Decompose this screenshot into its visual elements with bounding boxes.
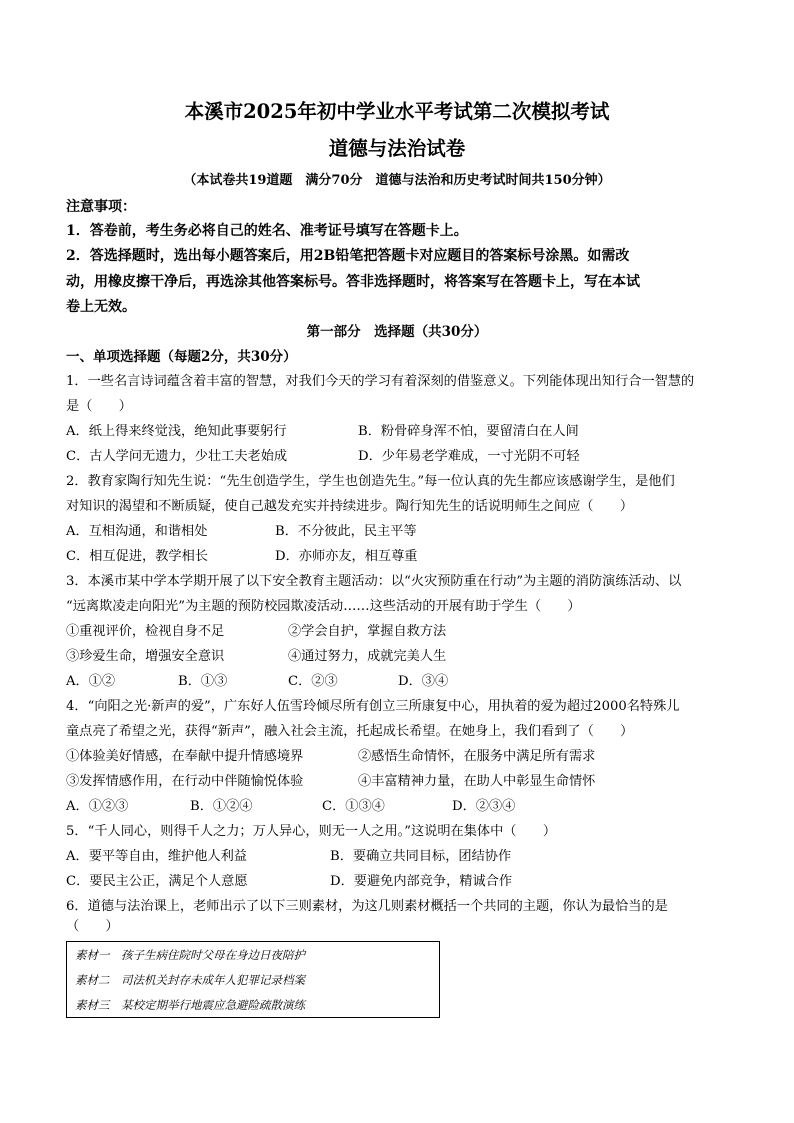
q1-stem-cont: 是（ ） <box>66 399 132 414</box>
q2-option-b: B．不分彼此，民主平等 <box>275 524 417 539</box>
q2-stem-cont: 对知识的渴望和不断质疑，使自己越发充实并持续进步。陶行知先生的话说明师生之间应（ ） <box>66 499 634 514</box>
q2-option-c: C．相互促进，教学相长 <box>66 549 208 564</box>
section-heading: 一、单项选择题（每题2分，共30分） <box>66 349 297 365</box>
q6-stem-cont: （ ） <box>66 919 119 934</box>
q1-option-b: B．粉骨碎身浑不怕，要留清白在人间 <box>358 424 579 439</box>
q4-option-a: A．①②③ <box>66 799 129 814</box>
q3-stem-cont: “远离欺凌走向阳光”为主题的预防校园欺凌活动……这些活动的开展有助于学生（ ） <box>66 599 581 614</box>
q3-statement-2: ②学会自护，掌握自救方法 <box>288 624 447 639</box>
q3-statement-1: ①重视评价，检视自身不足 <box>66 624 225 639</box>
q1-option-a: A．纸上得来终觉浅，绝知此事要躬行 <box>66 424 287 439</box>
q4-stem: 4．“向阳之光·新声的爱”，广东好人伍雪玲倾尽所有创立三所康复中心，用执着的爱为超过2000名特殊儿 <box>66 699 680 714</box>
q4-statement-4: ④丰富精神力量，在助人中彰显生命情怀 <box>358 774 596 789</box>
notice-heading: 注意事项： <box>66 199 136 215</box>
q3-stem: 3．本溪市某中学本学期开展了以下安全教育主题活动：以“火灾预防重在行动”为主题的消防演练活动、以 <box>66 574 682 589</box>
q1-option-c: C．古人学问无遗力，少壮工夫老始成 <box>66 449 288 464</box>
q3-statement-4: ④通过努力，成就完美人生 <box>288 649 447 664</box>
q5-stem: 5．“千人同心，则得千人之力；万人异心，则无一人之用。”这说明在集体中（ ） <box>66 824 557 839</box>
q5-option-b: B．要确立共同目标，团结协作 <box>330 849 512 864</box>
q2-option-a: A．互相沟通，和谐相处 <box>66 524 208 539</box>
q1-stem: 1．一些名言诗词蕴含着丰富的智慧，对我们今天的学习有着深刻的借鉴意义。下列能体现出知行合一智慧的 <box>66 374 695 389</box>
q5-option-a: A．要平等自由，维护他人利益 <box>66 849 247 864</box>
q4-statement-3: ③发挥情感作用，在行动中伴随愉悦体验 <box>66 774 304 789</box>
materials-box <box>66 941 440 1018</box>
q5-option-d: D．要避免内部竞争，精诚合作 <box>330 874 513 889</box>
q4-stem-cont: 童点亮了希望之光，获得“新声”，融入社会主流，托起成长希望。在她身上，我们看到了（ ） <box>66 724 634 739</box>
material-2: 素材二 司法机关封存未成年人犯罪记录档案 <box>75 973 305 987</box>
material-1: 素材一 孩子生病住院时父母在身边日夜陪护 <box>75 948 305 962</box>
q4-option-c: C．①③④ <box>322 799 385 814</box>
notice-item-2-end: 卷上无效。 <box>66 299 136 315</box>
q6-stem: 6．道德与法治课上，老师出示了以下三则素材，为这几则素材概括一个共同的主题，你认为最恰当的是 <box>66 899 668 914</box>
exam-subtitle: 道德与法治试卷 <box>328 137 466 160</box>
q2-option-d: D．亦师亦友，相互尊重 <box>275 549 418 564</box>
q1-option-d: D．少年易老学难成，一寸光阴不可轻 <box>358 449 580 464</box>
q3-option-c: C．②③ <box>288 674 338 689</box>
material-3: 素材三 某校定期举行地震应急避险疏散演练 <box>75 998 305 1012</box>
part-heading: 第一部分 选择题（共30分） <box>306 324 488 340</box>
q3-option-a: A．①② <box>66 674 116 689</box>
exam-info: （本试卷共19道题 满分70分 道德与法治和历史考试时间共150分钟） <box>183 173 611 188</box>
q2-stem: 2．教育家陶行知先生说：“先生创造学生，学生也创造先生。”每一位认真的先生都应该感谢学生，是他们 <box>66 474 675 489</box>
notice-item-2: 2．答选择题时，选出每小题答案后，用2B铅笔把答题卡对应题目的答案标号涂黑。如需改 <box>66 248 630 264</box>
q4-option-d: D．②③④ <box>452 799 516 814</box>
notice-item-2-cont: 动，用橡皮擦干净后，再选涂其他答案标号。答非选择题时，将答案写在答题卡上，写在本试 <box>66 274 640 290</box>
q4-statement-2: ②感悟生命情怀，在服务中满足所有需求 <box>358 749 596 764</box>
q3-option-b: B．①③ <box>178 674 228 689</box>
q4-option-b: B．①②④ <box>190 799 253 814</box>
exam-title: 本溪市2025年初中学业水平考试第二次模拟考试 <box>184 100 610 123</box>
q5-option-c: C．要民主公正，满足个人意愿 <box>66 874 248 889</box>
q4-statement-1: ①体验美好情感，在奉献中提升情感境界 <box>66 749 304 764</box>
notice-item-1: 1．答卷前，考生务必将自己的姓名、准考证号填写在答题卡上。 <box>66 223 468 239</box>
q3-statement-3: ③珍爱生命，增强安全意识 <box>66 649 225 664</box>
q3-option-d: D．③④ <box>398 674 449 689</box>
